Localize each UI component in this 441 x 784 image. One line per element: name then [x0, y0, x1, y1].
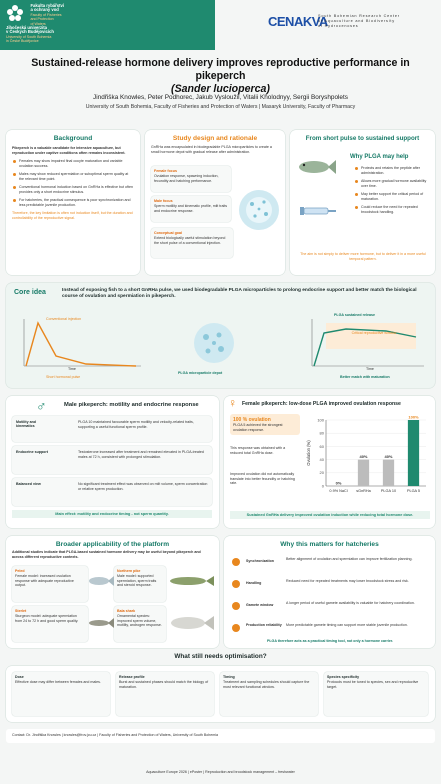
opt-release-text: Burst and sustained phases should match the biology of maturation.	[119, 680, 209, 689]
why-plga-bullet-3: May better support the critical period of maturation.	[354, 192, 430, 201]
male-row-balanced-heading: Balanced view	[16, 482, 41, 486]
opt-species-heading: Species specificity	[327, 675, 360, 679]
header-faculty-banner	[0, 0, 215, 50]
hatchery-row-handling	[224, 576, 435, 596]
y-tick-label: 60	[319, 443, 324, 449]
core-idea-title: Core idea	[14, 289, 46, 296]
short-pulse-label: Short hormonal pulse	[46, 375, 81, 379]
background-bullet-2: Males may show reduced spermiation or suboptimal sperm quality at the relevant time point.	[12, 172, 134, 181]
university-en-2: in České Budějovice	[6, 39, 39, 44]
ovulation-bar-chart	[304, 412, 432, 508]
x-tick-label: 0.9% NaCl	[329, 489, 348, 493]
flower-logo-icon	[6, 4, 24, 22]
bala-fish-icon	[168, 614, 214, 637]
opt-timing	[220, 672, 318, 716]
gamete-window-icon	[232, 602, 240, 610]
opt-timing-text: Treatment and sampling schedules should capture the most relevant functional window.	[223, 680, 310, 689]
time-label-1: Time	[68, 367, 76, 371]
hatchery-reliability-heading: Production reliability	[246, 623, 282, 627]
hatcheries-note: PLGA therefore acts as a practical timing tool, not only a hormone carrier.	[266, 639, 394, 643]
opt-dose-text: Effective dose may differ between females and males.	[15, 680, 101, 684]
core-idea-text: Instead of exposing fish to a short GnRHa pulse, we used biodegradable PLGA microparticles to prolong endocrine support and better match the biological course of ovulation and spermiation in pikeperch.	[62, 288, 417, 299]
background-bullet-1: Females may show impaired final oocyte maturation and variable ovulation success.	[12, 159, 134, 168]
species-pike	[114, 566, 166, 602]
pulse-curve	[26, 323, 136, 366]
cenakva-line-1: South Bohemian Research Center	[318, 14, 400, 18]
peled-fish-icon	[88, 574, 114, 593]
faculty-en-2: and Protection	[30, 17, 54, 22]
female-highlight-box	[230, 414, 300, 435]
footer-line: Aquaculture Europe 2026 | ePoster | Reproduction and broodstock management – freshwater	[146, 770, 295, 774]
hatchery-sync-text: Better alignment of ovulation and spermiation can improve fertilization planning.	[286, 557, 413, 561]
species-pike-heading: Northern pike	[117, 569, 141, 573]
species-bala-heading: Bala shark	[117, 609, 136, 613]
hatchery-handling-heading: Handling	[246, 581, 262, 585]
female-note: Sustained GnRHa delivery improved ovulation induction while reducing total hormone dose.	[230, 511, 430, 519]
species-peled-heading: Peled	[15, 569, 25, 573]
hatchery-reliability-text: More predictable gamete timing can support more stable juvenile production.	[286, 623, 408, 627]
x-tick-label: PLGA 5	[406, 489, 421, 493]
female-focus-heading: Female focus	[154, 169, 177, 173]
broader-title: Broader applicability of the platform	[55, 541, 170, 548]
female-fecundity-text: Improved ovulation did not automatically translate into better fecundity or hatching rate.	[230, 472, 295, 485]
header-cenakva	[268, 8, 438, 44]
depot-label: PLGA microparticle depot	[178, 371, 223, 375]
x-tick-label: PLGA 10	[380, 489, 397, 493]
optimisation-title: What still needs optimisation?	[174, 653, 267, 660]
university-name: Jihočeská univerzita	[6, 25, 47, 31]
female-results-card	[224, 396, 435, 528]
male-row-endocrine-text: Testosterone increased after treatment and remained elevated in PLGA-treated males at 72 h, consistent with prolonged stimulation.	[78, 450, 204, 459]
title-line-1: Sustained-release hormone delivery improves reproductive performance in pikeperch	[31, 57, 410, 82]
hatchery-handling-text: Reduced need for repeated treatments may lower broodstock stress and risk.	[286, 579, 409, 583]
hatchery-gamete-text: A longer period of useful gamete availability is valuable for hatchery coordination.	[286, 601, 415, 605]
pike-fish-icon	[168, 574, 214, 593]
microparticle-illustration-icon	[237, 188, 281, 237]
conceptual-goal-heading: Conceptual goal	[154, 231, 182, 235]
fish-illustration-icon	[296, 156, 336, 183]
y-tick-label: 80	[319, 430, 324, 436]
study-design-title: Study design and rationale	[172, 135, 258, 142]
opt-species-text: Protocols must be tuned to species, sex and reproductive target.	[327, 680, 419, 689]
male-focus-text: Sperm motility and kinematic profile, milt traits and endocrine response.	[154, 204, 228, 213]
species-sterlet	[12, 606, 88, 642]
contact-line: Contact: Dr. Jindřiška Knowles | knowles@frov.jcu.cz | Faculty of Fisheries and Protection of Waters, University of South Bohemia	[6, 729, 435, 743]
hatchery-row-sync	[224, 554, 435, 574]
hatchery-row-reliability	[224, 620, 435, 640]
header-university-col	[6, 26, 98, 44]
why-plga-title: Why PLGA may help	[350, 154, 409, 160]
poster-title	[6, 57, 435, 96]
male-row-balanced-text: No significant treatment effect was observed on milt volume, sperm concentration or relative sperm production.	[78, 482, 208, 491]
male-row-balanced	[12, 478, 212, 506]
faculty-en-1: Faculty of Fisheries	[30, 12, 62, 17]
sync-icon	[232, 558, 240, 566]
background-title: Background	[53, 135, 93, 142]
species-peled-text: Female model: increased ovulation response with adequate reproductive output.	[15, 574, 74, 587]
opt-dose-heading: Dose	[15, 675, 24, 679]
male-row-motility-text: PLGA 10 maintained favourable sperm motility and velocity-related traits, supporting a useful functional sperm profile.	[78, 420, 194, 429]
background-note: Therefore, the key limitation is often not induction itself, but the duration and controllability of the reproductive signal.	[12, 211, 133, 220]
bar-data-label: 0%	[335, 480, 342, 486]
broader-card	[6, 536, 219, 648]
male-row-endocrine-heading: Endocrine support	[16, 450, 48, 454]
critical-window-area	[326, 323, 416, 349]
male-results-card	[6, 396, 219, 528]
male-symbol-icon: ♂	[36, 398, 47, 414]
y-tick-label: 20	[319, 470, 324, 476]
faculty-en-3: of Waters	[30, 21, 46, 26]
hatcheries-title: Why this matters for hatcheries	[280, 541, 379, 548]
better-match-label: Better match with maturation	[340, 375, 390, 379]
y-tick-label: 0	[321, 483, 324, 489]
conceptual-goal-text: Extend biologically useful stimulation beyond the short pulse of a conventional injection.	[154, 236, 226, 245]
species-peled	[12, 566, 88, 602]
male-row-motility-heading: Motility and kinematics	[16, 420, 36, 428]
female-dose-text: This response was obtained with a reduced total GnRHa dose.	[230, 446, 286, 455]
bar-data-label: 100%	[408, 414, 419, 420]
hatchery-sync-heading: Synchronization	[246, 559, 274, 563]
hatchery-row-gamete	[224, 598, 435, 618]
male-focus-heading: Male focus	[154, 199, 173, 203]
species-sterlet-heading: Sterlet	[15, 609, 27, 613]
optimisation-card	[6, 666, 435, 722]
opt-timing-heading: Timing	[223, 675, 235, 679]
opt-dose	[12, 672, 110, 716]
female-symbol-icon: ♀	[228, 396, 237, 410]
conceptual-goal-tile	[151, 228, 233, 258]
y-tick-label: 100	[317, 417, 324, 423]
faculty-name: Fakulta rybářství	[30, 3, 64, 8]
header-faculty-col	[30, 4, 122, 26]
why-plga-bullet-4: Could reduce the need for repeated broodstock handling.	[354, 205, 430, 214]
male-row-motility	[12, 416, 212, 442]
background-bullet-4: For hatcheries, the practical consequence is poor synchronization and less predictable juvenile production.	[12, 198, 134, 207]
male-focus-tile	[151, 196, 231, 222]
critical-window-label: Critical reproductive window	[351, 331, 397, 335]
faculty-name-sub: a ochrany vod	[30, 7, 59, 13]
bar-3	[408, 420, 419, 486]
why-plga-bullet-1: Protects and retains the peptide after administration.	[354, 166, 430, 175]
short-pulse-card	[290, 130, 435, 275]
study-design-intro: GnRHa was encapsulated in biodegradable PLGA microparticles to create a small hormone depot with gradual release after administration.	[151, 145, 272, 154]
university-name-sub: v Českých Budějovicích	[6, 29, 54, 35]
hatcheries-card	[224, 536, 435, 648]
broader-intro: Additional studies indicate that PLGA-based sustained hormone delivery may be useful beyond pikeperch and across different reproductive contexts.	[12, 550, 201, 559]
background-intro: Pikeperch is a valuable candidate for intensive aquaculture, but reproduction under captive conditions often remains inconsistent.	[12, 146, 126, 155]
background-bullet-3: Conventional hormonal induction based on GnRHa is effective but often provides only a short endocrine stimulus.	[12, 185, 134, 194]
short-pulse-note: The aim is not simply to deliver more hormone, but to deliver it in a more useful temporal pattern.	[300, 252, 426, 261]
reliability-icon	[232, 624, 240, 632]
species-bala	[114, 606, 166, 642]
university-en-1: University of South Bohemia	[6, 34, 52, 39]
short-pulse-diagram	[16, 311, 146, 381]
female-title: Female pikeperch: low-dose PLGA improved ovulation response	[242, 401, 401, 407]
affiliation: University of South Bohemia, Faculty of Fisheries and Protection of Waters | Masaryk University, Faculty of Pharmacy	[85, 104, 356, 110]
male-note: Main effect: motility and endocrine timing - not sperm quantity.	[12, 510, 212, 518]
cenakva-line-2: of Aquaculture and Biodiversity	[318, 19, 395, 23]
short-pulse-title: From short pulse to sustained support	[305, 135, 420, 142]
female-focus-text: Ovulation response, spawning induction, fecundity and hatching performance.	[154, 174, 219, 183]
core-idea-card	[6, 283, 435, 388]
time-label-2: Time	[366, 367, 374, 371]
bar-data-label: 40%	[384, 454, 393, 460]
handling-icon	[232, 580, 240, 588]
species-bala-text: Ornamental species: improved sperm volume, motility, androgen response.	[117, 614, 162, 627]
study-design-card	[145, 130, 285, 275]
sustained-release-label: PLGA sustained release	[334, 313, 376, 317]
bar-2	[383, 460, 394, 486]
species-sterlet-text: Sturgeon model: adequate spermiation from 24 to 72 h and good sperm quality.	[15, 614, 79, 623]
conventional-injection-label: Conventional injection	[46, 317, 82, 321]
title-line-2: (Sander lucioperca)	[171, 83, 270, 95]
why-plga-bullet-2: Allows more gradual hormone availability over time.	[354, 179, 430, 188]
bar-1	[358, 460, 369, 486]
y-tick-label: 40	[319, 457, 324, 462]
opt-release-heading: Release profile	[119, 675, 145, 679]
sterlet-fish-icon	[88, 616, 114, 635]
syringe-illustration-icon	[298, 190, 338, 235]
opt-release	[116, 672, 214, 716]
male-row-endocrine	[12, 446, 212, 474]
x-tick-label: sGnRHa	[356, 489, 371, 493]
bar-data-label: 40%	[359, 454, 368, 460]
background-card	[6, 130, 140, 275]
cenakva-tagline	[318, 14, 438, 29]
authors: Jindřiška Knowles, Peter Podhorec, Jakub Vysloužil, Vitalii Kholodnyy, Sergii Boryshpolets	[93, 94, 348, 101]
y-axis-label: Ovulation (%)	[306, 440, 311, 466]
species-pike-text: Male model: supported spermiation, sperm traits and steroid response.	[117, 574, 157, 587]
opt-species	[324, 672, 428, 716]
hatchery-gamete-heading: Gamete window	[246, 603, 274, 607]
cenakva-logo: CENAKVA	[268, 14, 328, 29]
depot-illustration-icon	[186, 319, 242, 374]
cenakva-line-3: of Hydrocenoses	[318, 24, 359, 28]
female-focus-tile	[151, 166, 231, 192]
female-highlight-value: 100 % ovulation	[233, 417, 271, 423]
female-highlight-text: PLGA 5 achieved the strongest ovulation response.	[233, 423, 283, 432]
male-title: Male pikeperch: motility and endocrine response	[64, 402, 199, 408]
